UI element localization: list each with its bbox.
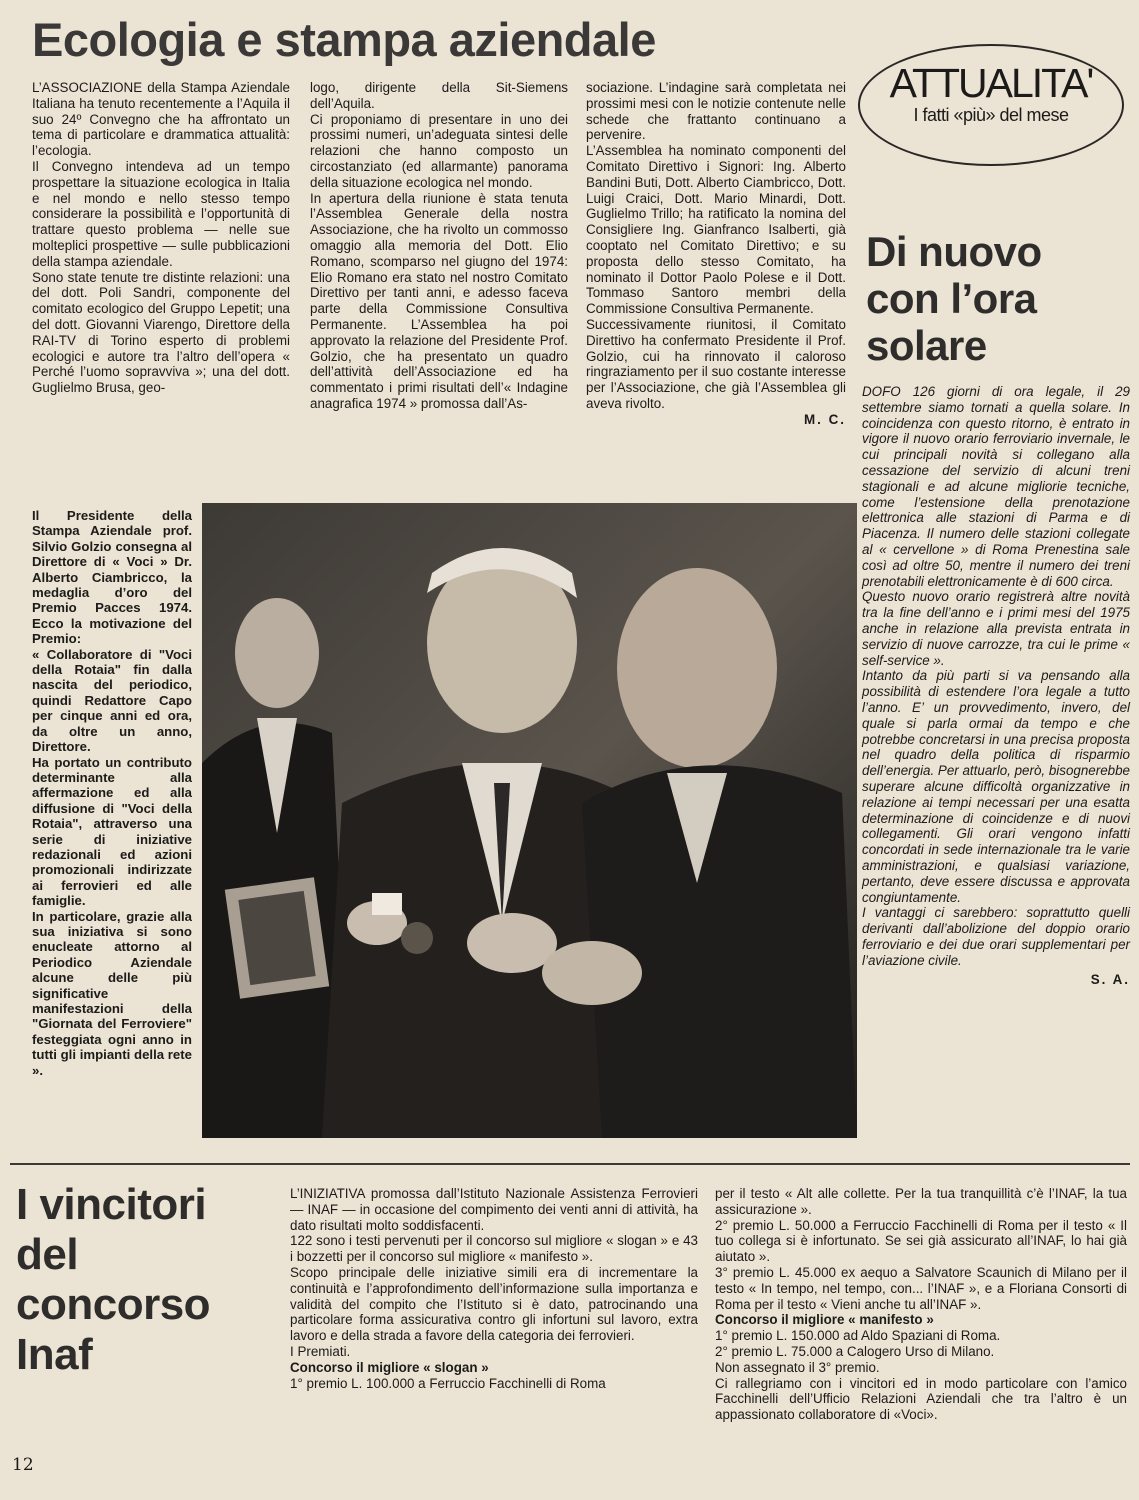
face-left xyxy=(235,598,319,708)
face-right xyxy=(617,568,777,768)
paragraph: sociazione. L’indagine sarà completata nei prossimi mesi con le notizie contenute nelle schede che frattanto continuano a pervenire. xyxy=(586,80,846,143)
paragraph: 2° premio L. 75.000 a Calogero Urso di Milano. xyxy=(715,1343,995,1359)
paragraph: per il testo « Alt alle collette. Per la tua tranquillità c’è l’INAF, la tua assicurazione ». xyxy=(715,1186,1127,1217)
paragraph: 2° premio L. 50.000 a Ferruccio Facchinelli di Roma per il testo « Il tuo collega si è infortunato. Se sei già assicurato all’INAF, lo hai già aiutato ». xyxy=(715,1217,1127,1265)
paragraph: logo, dirigente della Sit-Siemens dell’Aquila. xyxy=(310,80,568,111)
headline-line: Inaf xyxy=(16,1330,93,1379)
paragraph: Sono state tenute tre distinte relazioni: una del dott. Poli Sandri, componente del comitato ecologico del Gruppo Lepetit; una del dott. Giovanni Viarengo, Direttore della RAI-TV di Torino esperto di problemi ecologici e autore tra l’altro dell’opera « Perché l’uomo sopravviva »; una del dott. Guglielmo Brusa, geo- xyxy=(32,269,290,396)
badge-title: ATTUALITA' xyxy=(889,60,1093,106)
paragraph: 1° premio L. 150.000 ad Aldo Spaziani di Roma. xyxy=(715,1328,1001,1344)
paragraph: Ci rallegriamo con i vincitori ed in modo particolare con l’amico Facchinelli dell’Ufficio Relazioni Aziendali che tra l’altro è un appassionato collaboratore di «Voci». xyxy=(715,1375,1127,1423)
paragraph: L’ASSOCIAZIONE della Stampa Aziendale Italiana ha tenuto recentemente a l’Aquila il suo 24º Convegno che ha affrontato un tema di particolare e drammatica attualità: l’ecologia. xyxy=(32,80,290,159)
caption-paragraph: « Collaboratore di "Voci della Rotaia" fin dalla nascita del periodico, quindi Redattore Capo per cinque anni ed ora, da oltre un anno, Direttore. xyxy=(32,646,192,755)
article3-headline xyxy=(16,1180,286,1380)
headline-line: concorso xyxy=(16,1280,211,1329)
headline-line: con l’ora xyxy=(866,275,1037,322)
headline-line: solare xyxy=(866,322,987,369)
article1-col2 xyxy=(310,80,568,412)
paragraph: 1° premio L. 100.000 a Ferruccio Facchinelli di Roma xyxy=(290,1375,606,1391)
paragraph: I vantaggi ci sarebbero: soprattutto quelli derivanti dall’abolizione del doppio orario ferroviario e dei due orari supplementari per l’aviazione civile. xyxy=(862,905,1130,968)
page-number: 12 xyxy=(12,1455,34,1475)
award-photo xyxy=(202,503,857,1138)
headline-line: del xyxy=(16,1230,79,1279)
article2-headline xyxy=(866,228,1136,369)
paragraph: I Premiati. xyxy=(290,1343,351,1359)
article2-body xyxy=(862,384,1130,988)
paragraph: Intanto da più parti si va pensando alla possibilità di estendere l’ora legale a tutto l’anno. E’ un provvedimento, invero, del quale si parla ormai da tempo e che potrebbe concretarsi in una precisa proposta nel quadro della politica di risparmio dell’energia. Per attuarlo, però, bisognerebbe superare alcune difficoltà organizzative in relazione ai tempi necessari per una esatta determinazione di coincidenze e di nuovi collegamenti. Gli orari vengono infatti concordati in sede internazionale tra le varie amministrazioni, e qualsiasi variazione, pertanto, deve essere discussa e approvata congiuntamente. xyxy=(862,668,1130,905)
paragraph: Questo nuovo orario registrerà altre novità tra la fine dell’anno e i primi mesi del 1975 anche in relazione alla prevista entrata in servizio di nuove carrozze, tra cui le prime « self-service ». xyxy=(862,589,1130,668)
caption-paragraph: In particolare, grazie alla sua iniziativa si sono enucleate attorno al Periodico Aziendale alcune delle più significative manifestazioni della "Giornata del Ferroviere" festeggiata ogni anno in tutti gli impianti della rete ». xyxy=(32,908,192,1078)
headline-line: Di nuovo xyxy=(866,228,1042,275)
paragraph: Il Convegno intendeva ad un tempo prospettare la situazione ecologica in Italia e nel mondo e nello stesso tempo considerare la possibilità e l’opportunità di trattare questo problema — nelle sue molteplici prospettive — sulle pubblicazioni della stampa aziendale. xyxy=(32,158,290,269)
article1-col3 xyxy=(586,80,846,428)
page-headline: Ecologia e stampa aziendale xyxy=(32,13,656,66)
article3-col1 xyxy=(290,1186,698,1391)
caption-paragraph: Ha portato un contributo determinante alla affermazione ed alla diffusione di "Voci della Rotaia", attraverso una serie di iniziative redazionali ed azioni promozionali indirizzate ai ferrovieri ed alle famiglie. xyxy=(32,754,192,909)
paragraph: L’INIZIATIVA promossa dall’Istituto Nazionale Assistenza Ferrovieri — INAF — in occasione del compimento dei venti anni di attività, ha dato risultati molto soddisfacenti. xyxy=(290,1186,698,1233)
medal xyxy=(401,922,433,954)
paragraph: Ci proponiamo di presentare in uno dei prossimi numeri, un’adeguata sintesi delle relazioni che hanno composto un circostanziato (ed allarmante) panorama della situazione ecologica nel mondo. xyxy=(310,111,568,190)
section-divider xyxy=(10,1163,1130,1165)
photo-caption xyxy=(32,508,192,1078)
photo-illustration xyxy=(202,503,857,1138)
paragraph: DOFO 126 giorni di ora legale, il 29 settembre siamo tornati a quella solare. In coincidenza con questo ritorno, è entrato in vigore il nuovo orario ferroviario invernale, le cui principali novità si collegano alla cessazione del servizio di alcuni treni stagionali e ad alcune migliorie tecniche, come l’estensione della prenotazione elettronica alle stazioni di Parma e di Piacenza. Il numero delle stazioni collegate al « cervellone » di Roma Prenestina sale così ad oltre 50, mentre il numero dei treni prenotabili elettronicamente è di 600 circa. xyxy=(862,384,1130,589)
signature: M. C. xyxy=(804,411,846,427)
medal-card xyxy=(372,893,402,915)
slogan-heading: Concorso il migliore « slogan » xyxy=(290,1359,489,1375)
paragraph: Successivamente riunitosi, il Comitato Direttivo ha confermato Presidente il Prof. Golzio, cui ha rinnovato il caloroso ringraziamento per il suo costante interesse per l’Associazione, che già l’Assemblea gli aveva rivolto. xyxy=(586,316,846,411)
caption-paragraph: Il Presidente della Stampa Aziendale prof. Silvio Golzio consegna al Direttore di « Voci » Dr. Alberto Ciambricco, la medaglia d’oro del Premio Pacces 1974. Ecco la motivazione del Premio: xyxy=(32,508,192,647)
paragraph: Non assegnato il 3° premio. xyxy=(715,1359,880,1375)
article3-col2 xyxy=(715,1186,1127,1423)
headline-line: I vincitori xyxy=(16,1180,207,1229)
badge-subtitle: I fatti «più» del mese xyxy=(913,105,1069,125)
paragraph: 3° premio L. 45.000 ex aequo a Salvatore Scaunich di Milano per il testo « In tempo, nel tempo, con... l’INAF », e a Floriana Consorti di Roma per il testo « Vieni anche tu all’INAF ». xyxy=(715,1264,1127,1312)
manifesto-heading: Concorso il migliore « manifesto » xyxy=(715,1312,934,1328)
paragraph: 122 sono i testi pervenuti per il concorso sul migliore « slogan » e 43 i bozzetti per il concorso sul migliore « manifesto ». xyxy=(290,1233,698,1265)
paragraph: L’Assemblea ha nominato componenti del Comitato Direttivo i Signori: Ing. Alberto Bandini Buti, Dott. Alberto Ciambricco, Dott. Luigi Craici, Dott. Mario Minardi, Dott. Guglielmo Trillo; ha ratificato la nomina del Consigliere Ing. Gianfranco Isalberti, già cooptato nel Comitato Direttivo; e su proposta dello stesso Comitato, ha nominato il Dottor Paolo Polese e il Dott. Tommaso Santoro membri della Commissione Consultiva Permanente. xyxy=(586,143,846,317)
article1-col1 xyxy=(32,80,290,396)
section-badge xyxy=(858,44,1124,166)
signature: S. A. xyxy=(1090,972,1130,988)
paragraph: Scopo principale delle iniziative simili era di incrementare la continuità e l’approfondimento dell’informazione sulla importanza e validità del compito che l’Istituto si è dato, patrocinando una particolare forma assicurativa contro gli infortuni sul lavoro, extra lavoro e della strada a favore della categoria dei ferrovieri. xyxy=(290,1264,698,1344)
paragraph: In apertura della riunione è stata tenuta l’Assemblea Generale della nostra Associazione, che ha rivolto un commosso omaggio alla memoria del Dott. Elio Romano, scomparso nel giugno del 1974: Elio Romano era stato nel nostro Comitato Direttivo per tanti anni, e adesso faceva parte della Commissione Consultiva Permanente. L’Assemblea ha poi approvato la relazione del Presidente Prof. Golzio, che ha presentato un quadro dell’attività dell’Associazione ed ha commentato i primi risultati dell’« Indagine anagrafica 1974 » promossa dall’As- xyxy=(310,190,568,411)
